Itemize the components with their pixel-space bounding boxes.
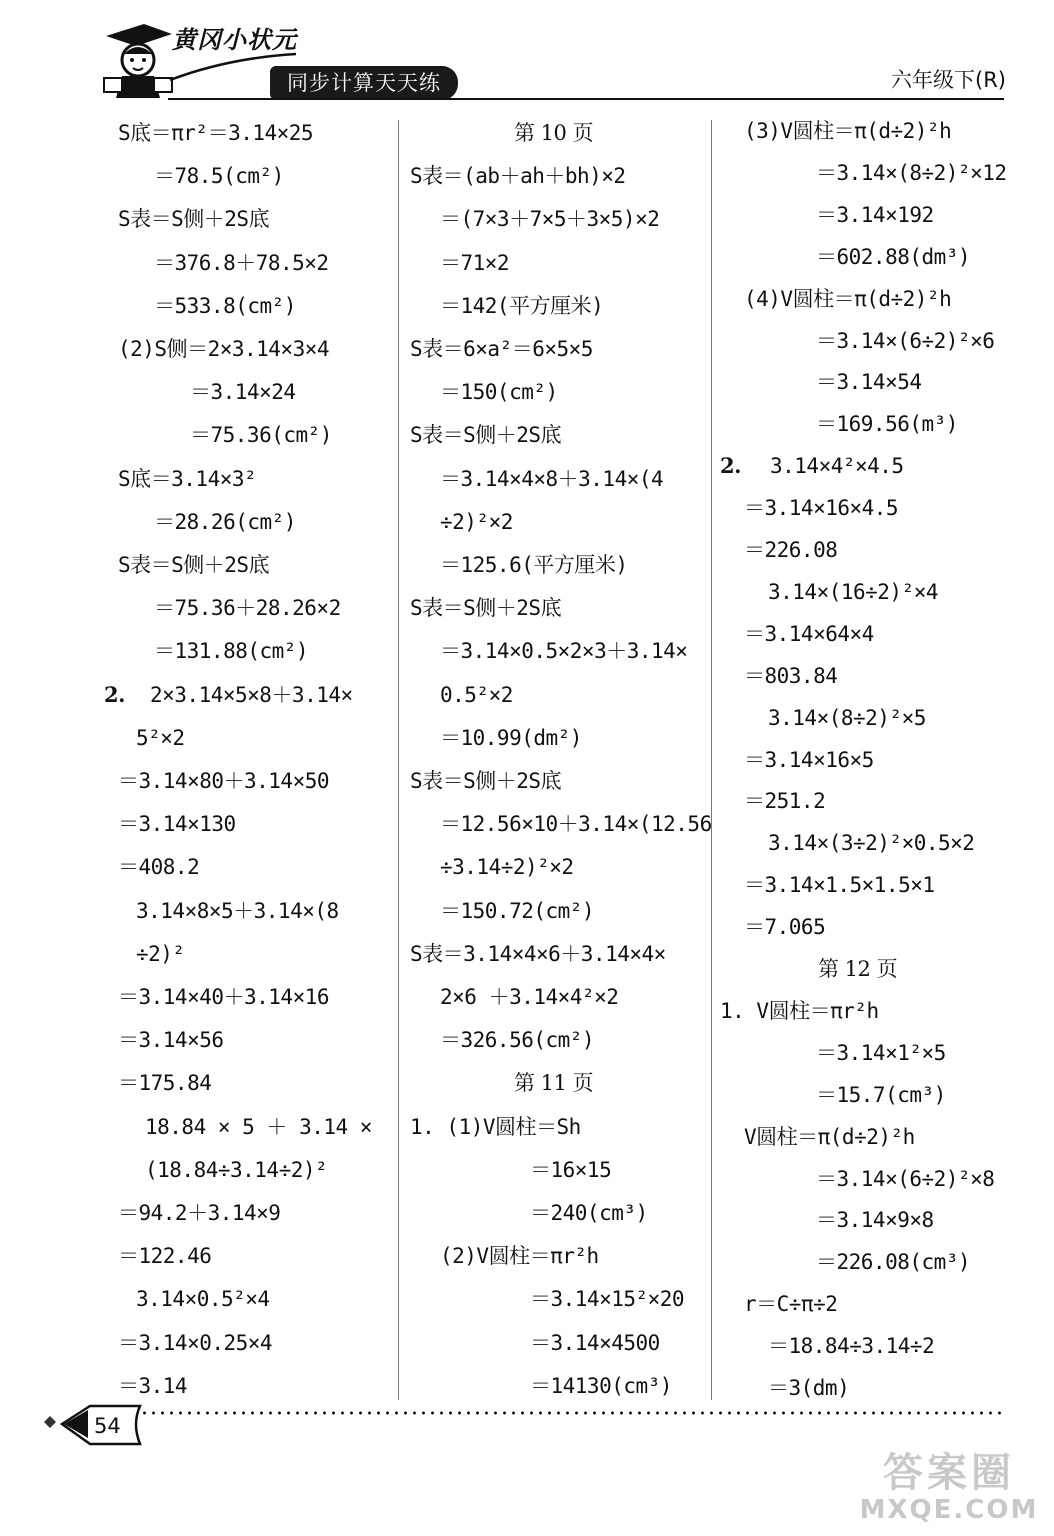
- answer-line: (18.84÷3.14÷2)²: [145, 1157, 328, 1182]
- section-heading: 第 11 页: [514, 1071, 594, 1096]
- answer-line: S表＝S侧＋2S底: [410, 596, 562, 621]
- watermark-bottom: MXQE.COM: [859, 1495, 1039, 1525]
- answer-line: ＝3.14×56: [118, 1028, 224, 1053]
- grade-label: 六年级下(R): [891, 68, 1006, 92]
- answer-line: 2.: [720, 453, 741, 479]
- answer-line: ＝3.14×40＋3.14×16: [118, 985, 330, 1009]
- answer-line: ÷3.14÷2)²×2: [440, 855, 574, 880]
- answer-line: ＝3.14×0.5×2×3＋3.14×: [440, 639, 688, 664]
- answer-line: V圆柱＝π(d÷2)²h: [744, 1124, 915, 1149]
- page-header: [0, 0, 1054, 110]
- series-banner: 同步计算天天练: [270, 66, 458, 100]
- answer-line: ÷2)²: [136, 941, 185, 966]
- answer-line: 18.84 × 5 ＋ 3.14 ×: [145, 1114, 372, 1139]
- answer-line: ＝3.14×64×4: [744, 621, 874, 646]
- answer-line: 3.14×4²×4.5: [770, 454, 904, 479]
- answer-line: ÷2)²×2: [440, 509, 513, 534]
- section-heading: 第 12 页: [818, 957, 898, 981]
- answer-line: ＝142(平方厘米): [440, 293, 604, 318]
- answer-line: 3.14×0.5²×4: [136, 1287, 270, 1312]
- answer-line: ＝75.36＋28.26×2: [154, 596, 341, 621]
- answer-line: 1. V圆柱＝πr²h: [720, 998, 879, 1023]
- answer-line: ＝3.14×9×8: [816, 1208, 934, 1233]
- answer-line: ＝94.2＋3.14×9: [118, 1201, 281, 1225]
- answer-line: ＝3.14×80＋3.14×50: [118, 769, 330, 793]
- answer-line: S表＝S侧＋2S底: [410, 423, 562, 448]
- answer-line: ＝3.14×24: [190, 380, 296, 405]
- answer-line: ＝3.14×192: [816, 202, 934, 227]
- answer-line: ＝(7×3＋7×5＋3×5)×2: [440, 207, 660, 232]
- answer-line: ＝3.14×54: [816, 370, 922, 395]
- answer-line: 3.14×(8÷2)²×5: [768, 705, 926, 730]
- answer-line: ＝131.88(cm²): [154, 639, 309, 664]
- answer-line: S表＝S侧＋2S底: [410, 769, 562, 793]
- answer-line: ＝3.14×16×5: [744, 747, 874, 772]
- watermark-top: 答案圈: [883, 1450, 1015, 1496]
- answer-line: ＝3.14×(8÷2)²×12: [816, 160, 1007, 185]
- answer-line: S底＝πr²＝3.14×25: [118, 121, 314, 145]
- answer-line: (3)V圆柱＝π(d÷2)²h: [744, 119, 952, 143]
- answer-line: S底＝3.14×3²: [118, 466, 257, 491]
- answer-line: ＝16×15: [530, 1157, 612, 1182]
- answer-line: ＝3(dm): [768, 1376, 850, 1400]
- answer-line: 3.14×(3÷2)²×0.5×2: [768, 831, 975, 856]
- watermark: [854, 1450, 1044, 1530]
- answer-line: ＝803.84: [744, 663, 838, 688]
- answer-line: 3.14×(16÷2)²×4: [768, 579, 939, 604]
- answer-line: ＝14130(cm³): [530, 1373, 672, 1398]
- answer-line: ＝122.46: [118, 1244, 212, 1269]
- answer-line: S表＝6×a²＝6×5×5: [410, 337, 593, 361]
- answer-line: 2×6 ＋3.14×4²×2: [440, 985, 619, 1009]
- answer-line: ＝18.84÷3.14÷2: [768, 1334, 935, 1359]
- answer-line: (2)V圆柱＝πr²h: [440, 1244, 599, 1269]
- answer-line: 1. (1)V圆柱＝Sh: [410, 1114, 581, 1139]
- answer-line: ＝3.14×130: [118, 812, 236, 837]
- column-divider: [711, 120, 712, 1400]
- answer-line: 3.14×8×5＋3.14×(8: [136, 898, 339, 923]
- answer-line: 5²×2: [136, 725, 185, 750]
- answer-line: ＝533.8(cm²): [154, 293, 296, 318]
- answer-line: ＝15.7(cm³): [816, 1082, 946, 1107]
- answer-line: ＝226.08(cm³): [816, 1250, 971, 1275]
- answer-line: ＝12.56×10＋3.14×(12.56: [440, 812, 712, 837]
- answer-line: 2.: [104, 681, 125, 707]
- answer-line: ＝326.56(cm²): [440, 1028, 595, 1053]
- section-heading: 第 10 页: [514, 121, 594, 145]
- answer-line: 0.5²×2: [440, 682, 513, 707]
- answer-line: ＝7.065: [744, 915, 826, 940]
- header-rule: [168, 98, 1004, 100]
- answer-line: S表＝3.14×4×6＋3.14×4×: [410, 941, 666, 966]
- answer-line: ＝150(cm²): [440, 380, 558, 405]
- answer-line: (4)V圆柱＝π(d÷2)²h: [744, 286, 952, 311]
- answer-line: ＝75.36(cm²): [190, 423, 332, 448]
- answer-line: ＝3.14×4×8＋3.14×(4: [440, 466, 664, 491]
- brand-logo-text: 黄冈小状元: [172, 26, 297, 54]
- answer-line: ＝3.14×1.5×1.5×1: [744, 873, 935, 898]
- page-number: 54: [94, 1414, 121, 1438]
- answer-line: ＝240(cm³): [530, 1201, 648, 1225]
- answer-line: ＝150.72(cm²): [440, 898, 595, 923]
- answer-line: ＝408.2: [118, 855, 200, 880]
- answer-line: ＝3.14×15²×20: [530, 1287, 685, 1312]
- answer-line: ＝251.2: [744, 789, 826, 814]
- answer-line: ＝10.99(dm²): [440, 725, 582, 750]
- footer-dotted-rule: [140, 1411, 1002, 1415]
- mascot-scholar-icon: [96, 18, 176, 100]
- answer-line: r＝C÷π÷2: [744, 1292, 838, 1317]
- answer-line: ＝3.14×16×4.5: [744, 496, 899, 521]
- answer-line: ＝3.14×1²×5: [816, 1040, 946, 1065]
- answer-line: S表＝(ab＋ah＋bh)×2: [410, 164, 626, 189]
- answer-line: ＝175.84: [118, 1071, 212, 1096]
- answer-line: 2×3.14×5×8＋3.14×: [150, 682, 353, 707]
- answer-line: ＝376.8＋78.5×2: [154, 250, 329, 275]
- answer-line: ＝3.14: [118, 1373, 188, 1398]
- answer-line: ＝78.5(cm²): [154, 164, 284, 189]
- answer-line: (2)S侧＝2×3.14×3×4: [118, 337, 330, 361]
- answer-line: ＝71×2: [440, 250, 510, 275]
- answer-line: ＝3.14×(6÷2)²×6: [816, 328, 995, 353]
- answer-line: ＝125.6(平方厘米): [440, 553, 628, 577]
- answer-line: S表＝S侧＋2S底: [118, 207, 270, 232]
- answer-line: ＝3.14×(6÷2)²×8: [816, 1166, 995, 1191]
- answer-line: ＝602.88(dm³): [816, 244, 971, 269]
- answer-line: ＝28.26(cm²): [154, 509, 296, 534]
- column-divider: [398, 120, 399, 1400]
- answer-line: S表＝S侧＋2S底: [118, 553, 270, 577]
- answer-line: ＝226.08: [744, 538, 838, 562]
- answer-line: ＝3.14×4500: [530, 1330, 660, 1355]
- answer-line: ＝3.14×0.25×4: [118, 1330, 273, 1355]
- answer-line: ＝169.56(m³): [816, 412, 958, 437]
